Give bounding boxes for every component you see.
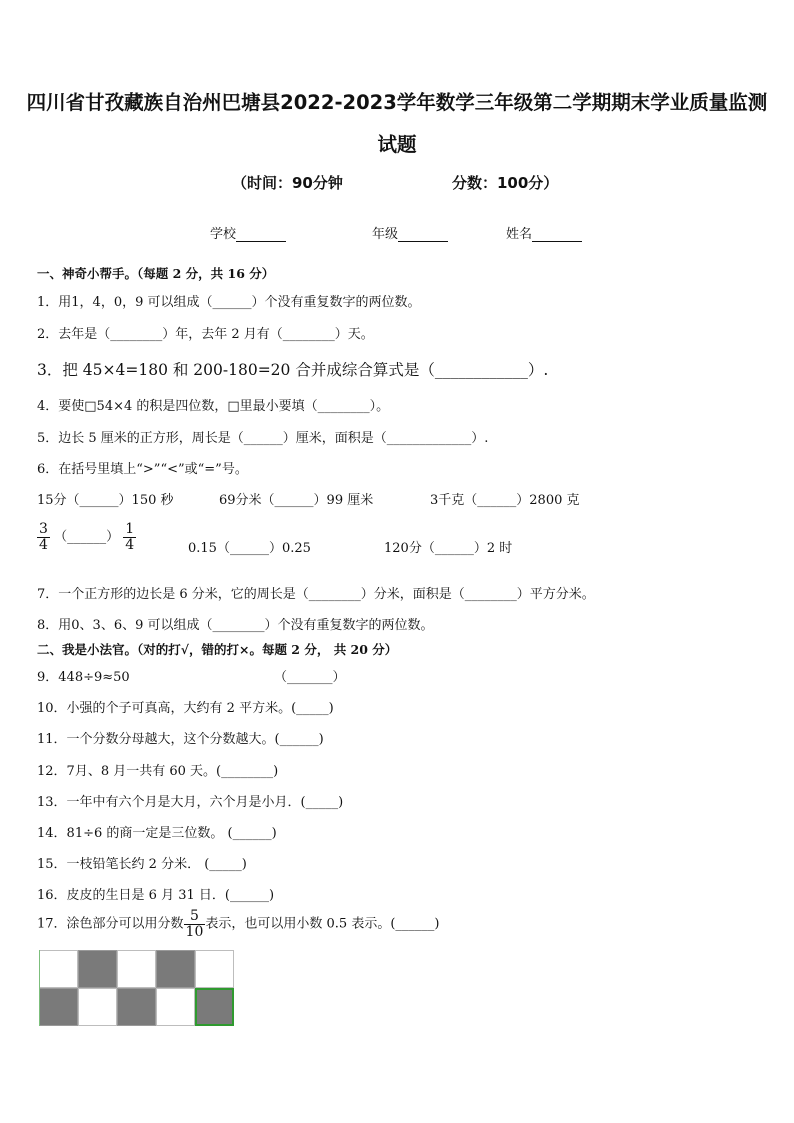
grid-cell-r1-c3 xyxy=(117,950,156,988)
section-2-heading: 二、我是小法官。（对的打√，错的打×。每题 2 分， 共 20 分） xyxy=(37,642,398,657)
grid-edge-left xyxy=(39,950,40,1026)
grid-cell-r1-c4 xyxy=(156,950,195,988)
grid-cell-r2-c1 xyxy=(39,988,78,1026)
question-15: 15．一枝铅笔长约 2 分米． (_____) xyxy=(37,857,247,872)
grid-cell-r1-c5 xyxy=(195,950,234,988)
question-6a: 15分（______）150 秒 xyxy=(37,493,174,508)
time-info: （时间：90分钟 xyxy=(232,174,343,192)
fraction-five-tenths: $\frac{5}{10}$ xyxy=(185,908,204,940)
question-6f: 120分（______）2 时 xyxy=(384,541,513,556)
question-5: 5．边长 5 厘米的正方形，周长是（______）厘米，面积是（_____________）. xyxy=(37,431,489,446)
question-2: 2．去年是（________）年，去年 2 月有（________）天。 xyxy=(37,327,374,342)
question-4: 4．要使□54×4 的积是四位数，□里最小要填（________）。 xyxy=(37,399,390,414)
question-6e: 0.15（______）0.25 xyxy=(188,541,311,556)
grid-cell-r2-c2 xyxy=(78,988,117,1026)
grid-cell-r1-c2 xyxy=(78,950,117,988)
name-field[interactable] xyxy=(506,223,582,242)
question-13: 13．一年中有六个月是大月，六个月是小月．(_____) xyxy=(37,795,344,810)
question-17-text-a: 17．涂色部分可以用分数 xyxy=(37,916,184,932)
question-7: 7．一个正方形的边长是 6 分米，它的周长是（________）分米，面积是（________）平方分米。 xyxy=(37,587,595,602)
question-3: 3．把 45×4=180 和 200-180=20 合并成综合算式是（____________）. xyxy=(37,361,549,379)
school-label: 学校 xyxy=(210,227,237,242)
question-6d-blank: （______） xyxy=(54,529,120,545)
question-1: 1．用1，4，0，9 可以组成（______）个没有重复数字的两位数。 xyxy=(37,295,421,310)
grid-cell-r2-c4 xyxy=(156,988,195,1026)
question-6b: 69分米（______）99 厘米 xyxy=(219,493,374,508)
name-blank[interactable] xyxy=(532,228,582,242)
question-16: 16．皮皮的生日是 6 月 31 日．(______) xyxy=(37,888,275,903)
grade-field[interactable] xyxy=(372,223,448,242)
question-17 xyxy=(37,909,439,939)
question-12: 12．7月、8 月一共有 60 天。(________) xyxy=(37,764,279,779)
question-8: 8．用0、3、6、9 可以组成（________）个没有重复数字的两位数。 xyxy=(37,618,434,633)
question-6d xyxy=(37,522,136,552)
school-field[interactable] xyxy=(210,223,286,242)
grid-cell-r1-c1 xyxy=(39,950,78,988)
question-10: 10．小强的个子可真高，大约有 2 平方米。(_____) xyxy=(37,701,334,716)
shaded-grid-figure xyxy=(39,950,236,1028)
grade-blank[interactable] xyxy=(398,228,448,242)
question-11: 11．一个分数分母越大，这个分数越大。(______) xyxy=(37,732,324,747)
name-label: 姓名 xyxy=(506,227,533,242)
question-9: 9．448÷9≈50 xyxy=(37,670,130,685)
grade-label: 年级 xyxy=(372,227,399,242)
fraction-one-quarter: $\frac{1}{4}$ xyxy=(125,521,135,553)
grid-cell-r2-c3 xyxy=(117,988,156,1026)
question-6: 6．在括号里填上“>”“<”或“=”号。 xyxy=(37,462,248,477)
grid-cell-r2-c5 xyxy=(195,988,234,1026)
question-14: 14．81÷6 的商一定是三位数。 (______) xyxy=(37,826,277,841)
score-info: 分数：100分） xyxy=(452,174,559,192)
school-blank[interactable] xyxy=(236,228,286,242)
question-9-blank: （_______） xyxy=(274,670,346,685)
question-17-text-b: 表示，也可以用小数 0.5 表示。(______) xyxy=(205,916,440,932)
question-6c: 3千克（______）2800 克 xyxy=(430,493,580,508)
section-1-heading: 一、神奇小帮手。（每题 2 分，共 16 分） xyxy=(37,266,275,281)
fraction-three-quarters: $\frac{3}{4}$ xyxy=(39,521,48,553)
exam-title: 四川省甘孜藏族自治州巴塘县2022-2023学年数学三年级第二学期期末学业质量监测 xyxy=(26,91,768,114)
exam-title-line2: 试题 xyxy=(377,133,417,156)
